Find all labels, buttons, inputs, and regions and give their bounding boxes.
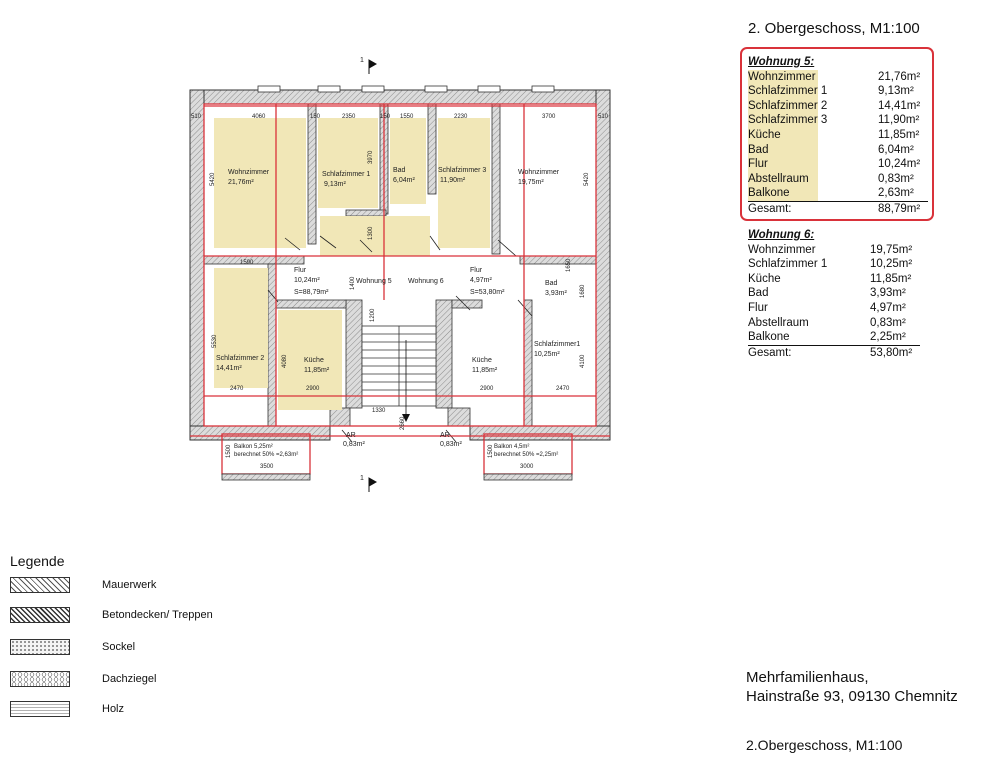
dim-1330: 1330 [372, 408, 386, 414]
label-wohnung-5: Wohnung 5 [356, 278, 392, 285]
balkon6-line2: berechnet 50% =2,25m² [494, 452, 559, 458]
room-ar6-area: 0,83m² [440, 441, 462, 448]
area-row-name: Bad [748, 143, 769, 156]
area-row-name: Schlafzimmer 3 [748, 114, 828, 127]
legend-label: Betondecken/ Treppen [102, 609, 213, 621]
project-line-1: Mehrfamilienhaus, [746, 669, 869, 686]
room-schlafzimmer6-area: 10,25m² [534, 351, 560, 358]
dim-bottom-2470b: 2470 [556, 386, 570, 392]
dim-top-4060: 4060 [252, 114, 266, 120]
room-wohnzimmer-6-area: 19,75m² [518, 179, 544, 186]
area-row-name: Flur [748, 301, 768, 314]
area-row-name: Bad [748, 287, 769, 300]
room-wohnzimmer-5-name: Wohnzimmer [228, 169, 270, 176]
dim-1400: 1400 [350, 276, 356, 290]
area-row-value: 9,13m² [878, 85, 914, 98]
dim-4100: 4100 [580, 354, 586, 368]
area-row-value: 21,76m² [878, 70, 921, 83]
area-row-name: Schlafzimmer 1 [748, 258, 828, 271]
area-row [748, 257, 920, 272]
area-row-name: Wohnzimmer [748, 70, 816, 83]
area-row [748, 70, 928, 85]
balkon5-line1: Balkon 5,25m² [234, 444, 273, 450]
area-row-name: Balkone [748, 187, 790, 200]
page-title: 2. Obergeschoss, M1:100 [748, 20, 920, 37]
area-row-value: 0,83m² [870, 316, 906, 329]
dense-hatch-swatch-icon [10, 607, 70, 623]
dim-1300: 1300 [368, 226, 374, 240]
section-mark-top: 1 [360, 57, 364, 64]
dim-bottom-2900a: 2900 [306, 386, 320, 392]
room-bad6-area: 3,93m² [545, 290, 567, 297]
room-flur5-total: S=88,79m² [294, 289, 329, 296]
area-row-value: 4,97m² [870, 301, 906, 314]
area-row-value: 10,24m² [878, 158, 921, 171]
dim-top-510a: 510 [191, 114, 202, 120]
section-mark-bottom: 1 [360, 475, 364, 482]
room-schlafzimmer6-name: Schlafzimmer1 [534, 341, 581, 348]
area-row [748, 113, 928, 128]
room-ar5-name: AR [346, 432, 356, 439]
room-schlafzimmer3-name: Schlafzimmer 3 [438, 167, 487, 174]
room-schlafzimmer2-area: 14,41m² [216, 365, 242, 372]
area-row-name: Abstellraum [748, 172, 809, 185]
area-row-value: 2,63m² [878, 187, 914, 200]
area-row-value: 19,75m² [870, 243, 913, 256]
dim-1500b: 1500 [488, 444, 494, 458]
area-total-row [748, 346, 920, 361]
legend-label: Holz [102, 703, 125, 715]
area-row [748, 157, 928, 172]
tile-swatch-icon [10, 671, 70, 687]
dim-top-510b: 510 [598, 114, 609, 120]
area-total-value: 53,80m² [870, 346, 913, 359]
dim-5420a: 5420 [210, 172, 216, 186]
project-info [746, 668, 958, 706]
area-total-value: 88,79m² [878, 202, 921, 215]
footer-title: 2.Obergeschoss, M1:100 [746, 737, 903, 753]
area-row-value: 6,04m² [878, 143, 914, 156]
room-schlafzimmer1-area: 9,13m² [324, 181, 346, 188]
dim-1650: 1650 [566, 258, 572, 272]
dim-5420b: 5420 [584, 172, 590, 186]
dim-balkon6-3000: 3000 [520, 464, 534, 470]
room-schlafzimmer3-area: 11,90m² [440, 177, 466, 184]
area-row [748, 84, 928, 99]
room-ar6-name: AR [440, 432, 450, 439]
room-wohnzimmer-6-name: Wohnzimmer [518, 169, 560, 176]
area-row-name: Küche [748, 128, 781, 141]
dim-1200: 1200 [370, 308, 376, 322]
area-row-value: 11,85m² [870, 272, 912, 285]
area-total-row [748, 202, 928, 217]
dim-top-150a: 150 [310, 114, 321, 120]
area-row-name: Flur [748, 158, 768, 171]
room-kueche5-area: 11,85m² [304, 367, 330, 374]
hatch-swatch-icon [10, 577, 70, 593]
area-table-heading: Wohnung 6: [748, 229, 815, 241]
room-kueche6-area: 11,85m² [472, 367, 498, 374]
balkon5-line2: berechnet 50% =2,63m² [234, 452, 299, 458]
room-wohnzimmer-5-area: 21,76m² [228, 179, 254, 186]
dim-top-2350: 2350 [342, 114, 356, 120]
dim-2660: 2660 [400, 416, 406, 430]
legend [10, 553, 213, 715]
dim-top-1550: 1550 [400, 114, 414, 120]
balkon6-line1: Balkon 4,5m² [494, 444, 530, 450]
area-total-label: Gesamt: [748, 202, 792, 215]
area-row-name: Wohnzimmer [748, 243, 816, 256]
dim-5530: 5530 [212, 334, 218, 348]
legend-label: Sockel [102, 641, 136, 653]
label-wohnung-6: Wohnung 6 [408, 278, 444, 285]
area-row [748, 172, 928, 187]
area-row-name: Balkone [748, 331, 790, 344]
dim-4080: 4080 [282, 354, 288, 368]
room-flur6-area: 4,97m² [470, 277, 492, 284]
dim-1590: 1590 [240, 260, 254, 266]
area-row-value: 3,93m² [870, 287, 906, 300]
dim-1500a: 1500 [226, 444, 232, 458]
room-ar5-area: 0,83m² [343, 441, 365, 448]
area-row [748, 128, 928, 143]
area-row-name: Küche [748, 272, 781, 285]
legend-label: Mauerwerk [102, 579, 157, 591]
dim-3970: 3970 [368, 150, 374, 164]
legend-label: Dachziegel [102, 673, 157, 685]
wood-swatch-icon [10, 701, 70, 717]
area-row [748, 186, 928, 202]
dim-top-150b: 150 [380, 114, 391, 120]
area-row-name: Abstellraum [748, 316, 809, 329]
room-bad5-area: 6,04m² [393, 177, 415, 184]
area-row [748, 316, 920, 331]
area-total-label: Gesamt: [748, 346, 792, 359]
dim-bottom-2900b: 2900 [480, 386, 494, 392]
dim-top-2230: 2230 [454, 114, 468, 120]
area-row-value: 14,41m² [878, 99, 921, 112]
area-row-value: 11,90m² [878, 114, 920, 127]
dim-top-3700: 3700 [542, 114, 556, 120]
area-row [748, 286, 920, 301]
room-kueche5-name: Küche [304, 357, 324, 364]
room-schlafzimmer2-name: Schlafzimmer 2 [216, 355, 265, 362]
room-schlafzimmer1-name: Schlafzimmer 1 [322, 171, 371, 178]
room-bad5-name: Bad [393, 167, 406, 174]
area-row-value: 2,25m² [870, 331, 906, 344]
area-row-value: 11,85m² [878, 128, 920, 141]
project-address: Hainstraße 93, 09130 Chemnitz [746, 688, 958, 705]
area-row [748, 243, 920, 258]
dim-1680: 1680 [580, 284, 586, 298]
area-row-value: 10,25m² [870, 258, 913, 271]
legend-title: Legende [10, 553, 65, 569]
room-flur6-name: Flur [470, 267, 483, 274]
area-row-value: 0,83m² [878, 172, 914, 185]
dim-balkon5-3500: 3500 [260, 464, 274, 470]
dot-swatch-icon [10, 639, 70, 655]
room-flur5-name: Flur [294, 267, 307, 274]
area-row-name: Schlafzimmer 1 [748, 85, 828, 98]
room-flur5-area: 10,24m² [294, 277, 320, 284]
room-kueche6-name: Küche [472, 357, 492, 364]
area-row [748, 143, 928, 158]
balconies [222, 474, 572, 480]
area-row-name: Schlafzimmer 2 [748, 99, 828, 112]
dim-bottom-2470a: 2470 [230, 386, 244, 392]
area-table-wohnung-5 [740, 47, 934, 221]
area-row [748, 272, 920, 287]
room-flur6-total: S=53,80m² [470, 289, 505, 296]
room-bad6-name: Bad [545, 280, 558, 287]
area-table-wohnung-6 [748, 228, 920, 360]
area-row [748, 330, 920, 346]
area-table-heading: Wohnung 5: [748, 56, 815, 68]
area-row [748, 301, 920, 316]
area-row [748, 99, 928, 114]
